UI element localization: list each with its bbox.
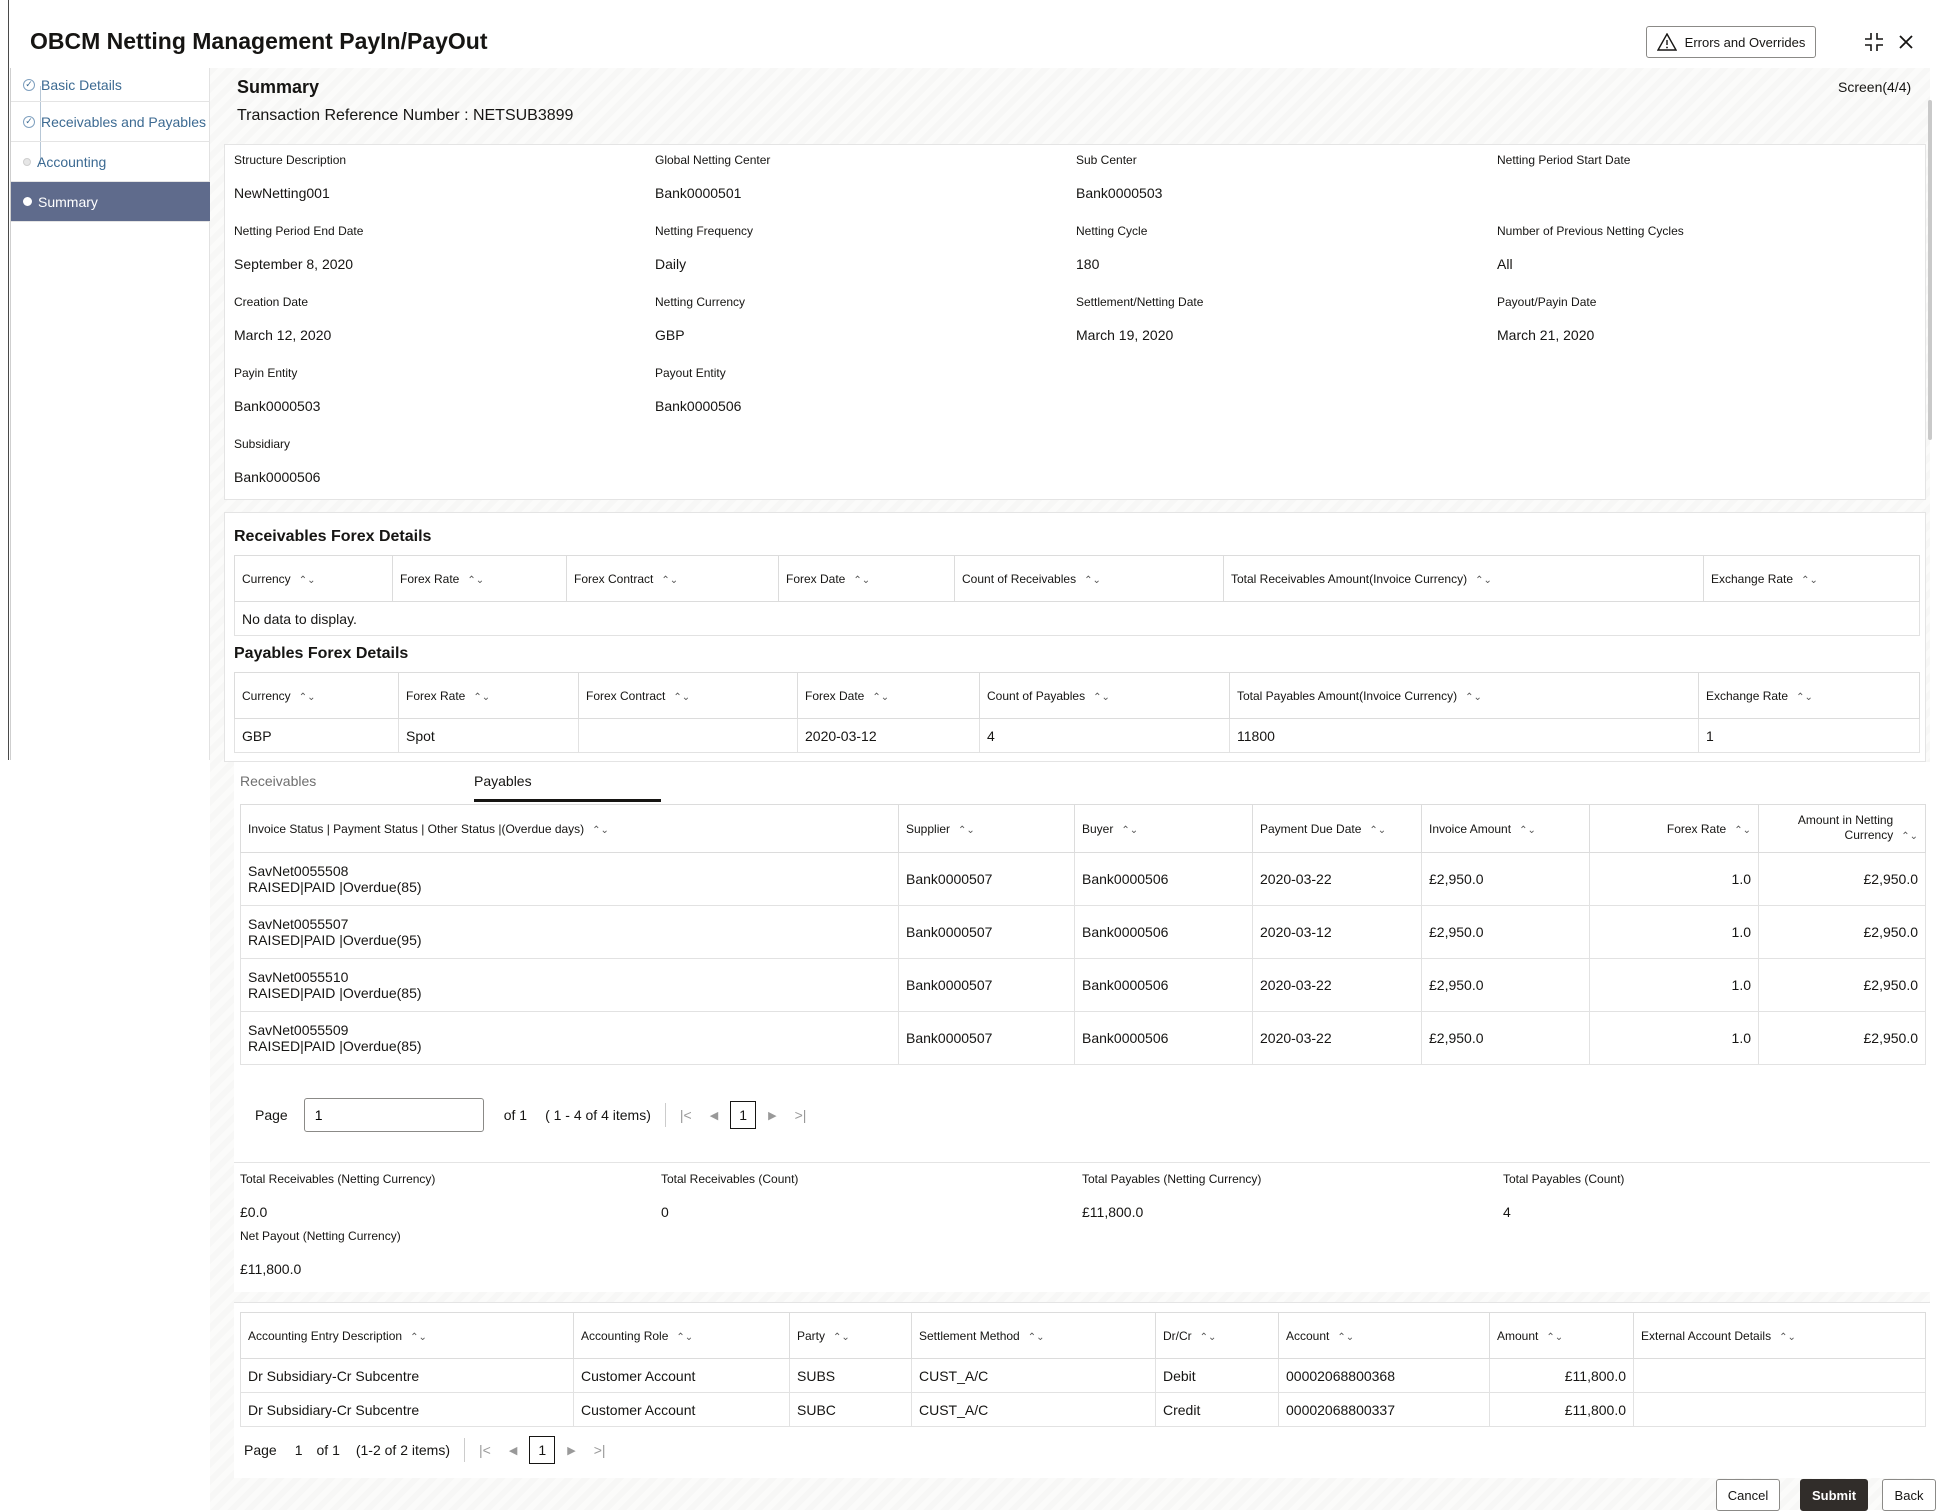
- field-value: Bank0000503: [1076, 185, 1163, 201]
- column-header[interactable]: Count of Receivables ⌃⌄: [955, 556, 1224, 602]
- field-label: Netting Frequency: [655, 224, 754, 238]
- table-cell: £2,950.0: [1422, 906, 1590, 959]
- table-header-row: [235, 673, 1920, 719]
- receivables-forex-table: [234, 555, 1920, 636]
- sort-icon[interactable]: ⌃⌄: [872, 691, 890, 703]
- next-page-icon[interactable]: ▶: [567, 1444, 576, 1457]
- table-cell: 2020-03-22: [1253, 853, 1422, 906]
- sort-icon[interactable]: ⌃⌄: [853, 574, 871, 586]
- table-cell: £2,950.0: [1759, 853, 1926, 906]
- field-value: Daily: [655, 256, 687, 272]
- payables-forex-table: [234, 672, 1920, 753]
- table-cell: 1.0: [1590, 1012, 1759, 1065]
- tab-receivables[interactable]: Receivables: [240, 773, 317, 789]
- sort-icon[interactable]: ⌃⌄: [1475, 574, 1492, 586]
- field-label: Netting Period Start Date: [1497, 153, 1631, 167]
- table-row: [235, 719, 1920, 753]
- invoice-id: SavNet0055507: [248, 916, 349, 932]
- column-header[interactable]: Invoice Status | Payment Status | Other Status |(Overdue days) ⌃⌄: [241, 805, 899, 853]
- table-cell: Bank0000507: [899, 906, 1075, 959]
- pager-label: Page: [244, 1442, 277, 1458]
- sort-icon[interactable]: ⌃⌄: [298, 691, 316, 703]
- total-label: Total Payables (Netting Currency): [1082, 1172, 1262, 1186]
- total-label: Total Receivables (Count): [661, 1172, 799, 1186]
- sort-icon[interactable]: ⌃⌄: [473, 691, 491, 703]
- screen-indicator: Screen(4/4): [1838, 79, 1912, 95]
- field-value: GBP: [655, 327, 685, 343]
- sidebar-item-label: Basic Details: [41, 76, 122, 93]
- field-label: Netting Period End Date: [234, 224, 364, 238]
- table-cell: 2020-03-12: [798, 719, 980, 753]
- column-header[interactable]: Amount ⌃⌄: [1490, 1313, 1634, 1359]
- table-cell: £2,950.0: [1759, 959, 1926, 1012]
- cancel-button[interactable]: Cancel: [1716, 1479, 1780, 1511]
- sort-icon[interactable]: ⌃⌄: [958, 824, 975, 836]
- column-header[interactable]: Accounting Entry Description ⌃⌄: [241, 1313, 574, 1359]
- table-header-row: [241, 805, 1926, 853]
- invoices-table: [240, 804, 1926, 1065]
- table-cell: Bank0000506: [1075, 906, 1253, 959]
- column-header[interactable]: External Account Details ⌃⌄: [1634, 1313, 1926, 1359]
- total-label: Net Payout (Netting Currency): [240, 1229, 401, 1243]
- table-cell: SUBC: [790, 1393, 912, 1427]
- sidebar-item-label: Accounting: [37, 153, 107, 170]
- table-cell: 00002068800368: [1279, 1359, 1490, 1393]
- table-cell: Customer Account: [574, 1393, 790, 1427]
- invoice-status-cell: [241, 1012, 899, 1065]
- current-page-button[interactable]: 1: [529, 1436, 555, 1464]
- sort-icon[interactable]: ⌃⌄: [1796, 691, 1813, 703]
- column-header[interactable]: Currency ⌃⌄: [235, 673, 399, 719]
- field-label: Creation Date: [234, 295, 309, 309]
- field-label: Payin Entity: [234, 366, 298, 380]
- divider: [665, 1103, 666, 1127]
- field-value: March 21, 2020: [1497, 327, 1595, 343]
- column-header[interactable]: Invoice Amount ⌃⌄: [1422, 805, 1590, 853]
- first-page-icon[interactable]: |<: [679, 1107, 692, 1123]
- table-header-row: [241, 1313, 1926, 1359]
- pager-total: of 1: [316, 1442, 340, 1458]
- sidebar-item-summary[interactable]: [11, 182, 211, 222]
- table-cell: Dr Subsidiary-Cr Subcentre: [241, 1393, 574, 1427]
- table-cell: Debit: [1156, 1359, 1279, 1393]
- sidebar-item-accounting[interactable]: [11, 142, 211, 182]
- column-header[interactable]: Forex Contract ⌃⌄: [579, 673, 798, 719]
- submit-button[interactable]: Submit: [1800, 1479, 1868, 1511]
- pager-range: (1-2 of 2 items): [355, 1442, 450, 1458]
- table-row[interactable]: [241, 906, 1926, 959]
- total-label: Total Payables (Count): [1503, 1172, 1625, 1186]
- receivables-forex-title: Receivables Forex Details: [234, 528, 432, 545]
- sort-icon[interactable]: ⌃⌄: [1546, 1331, 1564, 1343]
- table-row[interactable]: [241, 1012, 1926, 1065]
- table-cell: £2,950.0: [1422, 1012, 1590, 1065]
- column-header[interactable]: Exchange Rate ⌃⌄: [1699, 673, 1920, 719]
- sort-icon[interactable]: ⌃⌄: [661, 574, 679, 586]
- table-cell: CUST_A/C: [912, 1359, 1156, 1393]
- sidebar-item-basic-details[interactable]: [11, 68, 211, 102]
- invoice-id: SavNet0055509: [248, 1022, 349, 1038]
- sort-icon[interactable]: ⌃⌄: [1519, 824, 1536, 836]
- table-cell: CUST_A/C: [912, 1393, 1156, 1427]
- total-value: £0.0: [240, 1204, 268, 1220]
- total-label: Total Receivables (Netting Currency): [240, 1172, 436, 1186]
- field-label: Netting Cycle: [1076, 224, 1148, 238]
- sort-icon[interactable]: ⌃⌄: [592, 824, 609, 836]
- sidebar-item-label: Summary: [38, 193, 98, 210]
- pager-total: of 1: [503, 1107, 528, 1123]
- table-cell: £2,950.0: [1759, 906, 1926, 959]
- column-header[interactable]: Account ⌃⌄: [1279, 1313, 1490, 1359]
- table-cell: 1.0: [1590, 853, 1759, 906]
- scrollbar[interactable]: [1928, 100, 1932, 440]
- warning-icon: [1657, 33, 1677, 51]
- sidebar-item-label: Receivables and Payables: [41, 113, 206, 130]
- table-row[interactable]: [241, 1393, 1926, 1427]
- back-button[interactable]: Back: [1882, 1479, 1936, 1511]
- column-header[interactable]: Party ⌃⌄: [790, 1313, 912, 1359]
- accounting-pager: [244, 1436, 606, 1464]
- table-cell: [1634, 1359, 1926, 1393]
- field-value: Bank0000503: [234, 398, 321, 414]
- sort-icon[interactable]: ⌃⌄: [1465, 691, 1482, 703]
- column-header[interactable]: Count of Payables ⌃⌄: [980, 673, 1230, 719]
- sort-icon[interactable]: ⌃⌄: [1901, 831, 1918, 842]
- field-label: Subsidiary: [234, 437, 291, 451]
- column-header[interactable]: Total Payables Amount(Invoice Currency) ⌃⌄: [1230, 673, 1699, 719]
- field-value: Bank0000506: [655, 398, 742, 414]
- page-input[interactable]: 1: [294, 1442, 303, 1458]
- left-edge-rule: [8, 0, 9, 760]
- last-page-icon[interactable]: >|: [593, 1442, 606, 1458]
- table-cell: 11800: [1230, 719, 1699, 753]
- table-cell: Customer Account: [574, 1359, 790, 1393]
- table-row[interactable]: [241, 959, 1926, 1012]
- column-header[interactable]: Exchange Rate ⌃⌄: [1704, 556, 1920, 602]
- next-page-icon[interactable]: ▶: [768, 1109, 777, 1122]
- pager-range: ( 1 - 4 of 4 items): [545, 1107, 651, 1123]
- minimize-icon[interactable]: [1864, 32, 1884, 52]
- sort-icon[interactable]: ⌃⌄: [673, 691, 691, 703]
- field-value: Bank0000506: [234, 469, 321, 485]
- invoice-status: RAISED|PAID |Overdue(85): [248, 879, 422, 895]
- table-cell: 2020-03-22: [1253, 959, 1422, 1012]
- sort-icon[interactable]: ⌃⌄: [1369, 824, 1387, 836]
- transaction-reference: Transaction Reference Number : NETSUB3899: [237, 107, 574, 124]
- field-label: Structure Description: [234, 153, 347, 167]
- column-header[interactable]: Payment Due Date ⌃⌄: [1253, 805, 1422, 853]
- sort-icon[interactable]: ⌃⌄: [1199, 1331, 1217, 1343]
- field-label: Number of Previous Netting Cycles: [1497, 224, 1684, 238]
- accounting-table: [240, 1312, 1926, 1427]
- sidebar-item-receivables-payables[interactable]: [11, 102, 211, 142]
- table-cell: £2,950.0: [1422, 959, 1590, 1012]
- column-header[interactable]: Forex Contract ⌃⌄: [567, 556, 779, 602]
- invoice-id: SavNet0055508: [248, 863, 349, 879]
- sort-icon[interactable]: ⌃⌄: [1093, 691, 1110, 703]
- pager-label: Page: [255, 1107, 288, 1123]
- table-cell: 2020-03-12: [1253, 906, 1422, 959]
- table-cell: Bank0000506: [1075, 853, 1253, 906]
- table-cell: £11,800.0: [1490, 1393, 1634, 1427]
- invoice-id: SavNet0055510: [248, 969, 349, 985]
- table-cell: 1.0: [1590, 959, 1759, 1012]
- field-label: Global Netting Center: [655, 153, 771, 167]
- field-value: Bank0000501: [655, 185, 742, 201]
- check-icon: ✓: [23, 79, 35, 91]
- field-label: Netting Currency: [655, 295, 746, 309]
- field-value: 180: [1076, 256, 1100, 272]
- current-page-button[interactable]: 1: [730, 1101, 756, 1129]
- table-cell: Credit: [1156, 1393, 1279, 1427]
- total-value: £11,800.0: [240, 1261, 302, 1277]
- table-cell: Dr Subsidiary-Cr Subcentre: [241, 1359, 574, 1393]
- column-header[interactable]: Forex Rate ⌃⌄: [1590, 805, 1759, 853]
- empty-message: No data to display.: [235, 602, 1920, 636]
- table-cell: Bank0000507: [899, 853, 1075, 906]
- app-title: OBCM Netting Management PayIn/PayOut: [30, 28, 488, 54]
- column-header[interactable]: Supplier ⌃⌄: [899, 805, 1075, 853]
- close-icon[interactable]: [1898, 34, 1914, 50]
- table-cell: Spot: [399, 719, 579, 753]
- table-cell: [1634, 1393, 1926, 1427]
- column-header[interactable]: Amount in Netting Currency ⌃⌄: [1759, 805, 1926, 853]
- table-cell: SUBS: [790, 1359, 912, 1393]
- step-dot-icon: [23, 158, 31, 166]
- column-header[interactable]: Forex Rate ⌃⌄: [393, 556, 567, 602]
- field-label: Payout/Payin Date: [1497, 295, 1597, 309]
- sort-icon[interactable]: ⌃⌄: [1084, 574, 1101, 586]
- table-cell: Bank0000507: [899, 1012, 1075, 1065]
- table-row[interactable]: [241, 853, 1926, 906]
- column-header[interactable]: Total Receivables Amount(Invoice Currency) ⌃⌄: [1224, 556, 1704, 602]
- invoice-status-cell: [241, 906, 899, 959]
- column-header[interactable]: Accounting Role ⌃⌄: [574, 1313, 790, 1359]
- field-value: September 8, 2020: [234, 256, 354, 272]
- sort-icon[interactable]: ⌃⌄: [1779, 1331, 1796, 1343]
- prev-page-icon[interactable]: ◀: [709, 1109, 719, 1122]
- page-input[interactable]: [304, 1098, 484, 1132]
- field-label: Sub Center: [1076, 153, 1137, 167]
- invoice-status: RAISED|PAID |Overdue(85): [248, 985, 422, 1001]
- sort-icon[interactable]: ⌃⌄: [1027, 1331, 1045, 1343]
- column-header[interactable]: Currency ⌃⌄: [235, 556, 393, 602]
- table-row[interactable]: [241, 1359, 1926, 1393]
- table-cell: £2,950.0: [1422, 853, 1590, 906]
- prev-page-icon[interactable]: ◀: [508, 1444, 518, 1457]
- invoice-status-cell: [241, 959, 899, 1012]
- sort-icon[interactable]: ⌃⌄: [1734, 824, 1751, 836]
- errors-overrides-button[interactable]: [1646, 26, 1816, 58]
- column-header[interactable]: Forex Date ⌃⌄: [779, 556, 955, 602]
- sort-icon[interactable]: ⌃⌄: [410, 1331, 427, 1343]
- field-value: March 19, 2020: [1076, 327, 1174, 343]
- divider: [464, 1438, 465, 1462]
- sort-icon[interactable]: ⌃⌄: [1337, 1331, 1355, 1343]
- table-cell: £2,950.0: [1759, 1012, 1926, 1065]
- first-page-icon[interactable]: |<: [479, 1442, 491, 1458]
- invoice-status: RAISED|PAID |Overdue(85): [248, 1038, 422, 1054]
- last-page-icon[interactable]: >|: [794, 1107, 807, 1123]
- field-value: March 12, 2020: [234, 327, 332, 343]
- table-cell: 2020-03-22: [1253, 1012, 1422, 1065]
- column-header[interactable]: Buyer ⌃⌄: [1075, 805, 1253, 853]
- active-tab-indicator: [474, 799, 661, 802]
- table-cell: Bank0000506: [1075, 959, 1253, 1012]
- column-header[interactable]: Settlement Method ⌃⌄: [912, 1313, 1156, 1359]
- total-value: 0: [661, 1204, 669, 1220]
- summary-fields-panel: [224, 144, 1926, 500]
- field-label: Settlement/Netting Date: [1076, 295, 1204, 309]
- table-cell: Bank0000507: [899, 959, 1075, 1012]
- field-value: All: [1497, 256, 1513, 272]
- table-cell: Bank0000506: [1075, 1012, 1253, 1065]
- field-label: Payout Entity: [655, 366, 726, 380]
- invoice-status-cell: [241, 853, 899, 906]
- payables-forex-title: Payables Forex Details: [234, 645, 409, 662]
- sort-icon[interactable]: ⌃⌄: [833, 1331, 850, 1343]
- column-header[interactable]: Forex Rate ⌃⌄: [399, 673, 579, 719]
- sort-icon[interactable]: ⌃⌄: [298, 574, 316, 586]
- page-title: Summary: [237, 77, 320, 97]
- total-value: 4: [1503, 1204, 1511, 1220]
- check-icon: ✓: [23, 116, 35, 128]
- table-cell: [579, 719, 798, 753]
- table-cell: GBP: [235, 719, 399, 753]
- step-dot-icon: [23, 197, 32, 206]
- errors-overrides-label: Errors and Overrides: [1684, 34, 1806, 50]
- sort-icon[interactable]: ⌃⌄: [1801, 574, 1818, 586]
- table-cell: 4: [980, 719, 1230, 753]
- invoices-pager: [255, 1098, 806, 1132]
- table-cell: 00002068800337: [1279, 1393, 1490, 1427]
- column-header[interactable]: Forex Date ⌃⌄: [798, 673, 980, 719]
- table-cell: 1.0: [1590, 906, 1759, 959]
- sort-icon[interactable]: ⌃⌄: [676, 1331, 694, 1343]
- wizard-sidebar: [10, 68, 210, 760]
- table-header-row: [235, 556, 1920, 602]
- tab-payables[interactable]: Payables: [474, 773, 532, 789]
- table-cell: 1: [1699, 719, 1920, 753]
- sort-icon[interactable]: ⌃⌄: [467, 574, 485, 586]
- field-value: NewNetting001: [234, 185, 330, 201]
- invoice-status: RAISED|PAID |Overdue(95): [248, 932, 422, 948]
- sort-icon[interactable]: ⌃⌄: [1121, 824, 1139, 836]
- total-value: £11,800.0: [1082, 1204, 1144, 1220]
- column-header[interactable]: Dr/Cr ⌃⌄: [1156, 1313, 1279, 1359]
- table-cell: £11,800.0: [1490, 1359, 1634, 1393]
